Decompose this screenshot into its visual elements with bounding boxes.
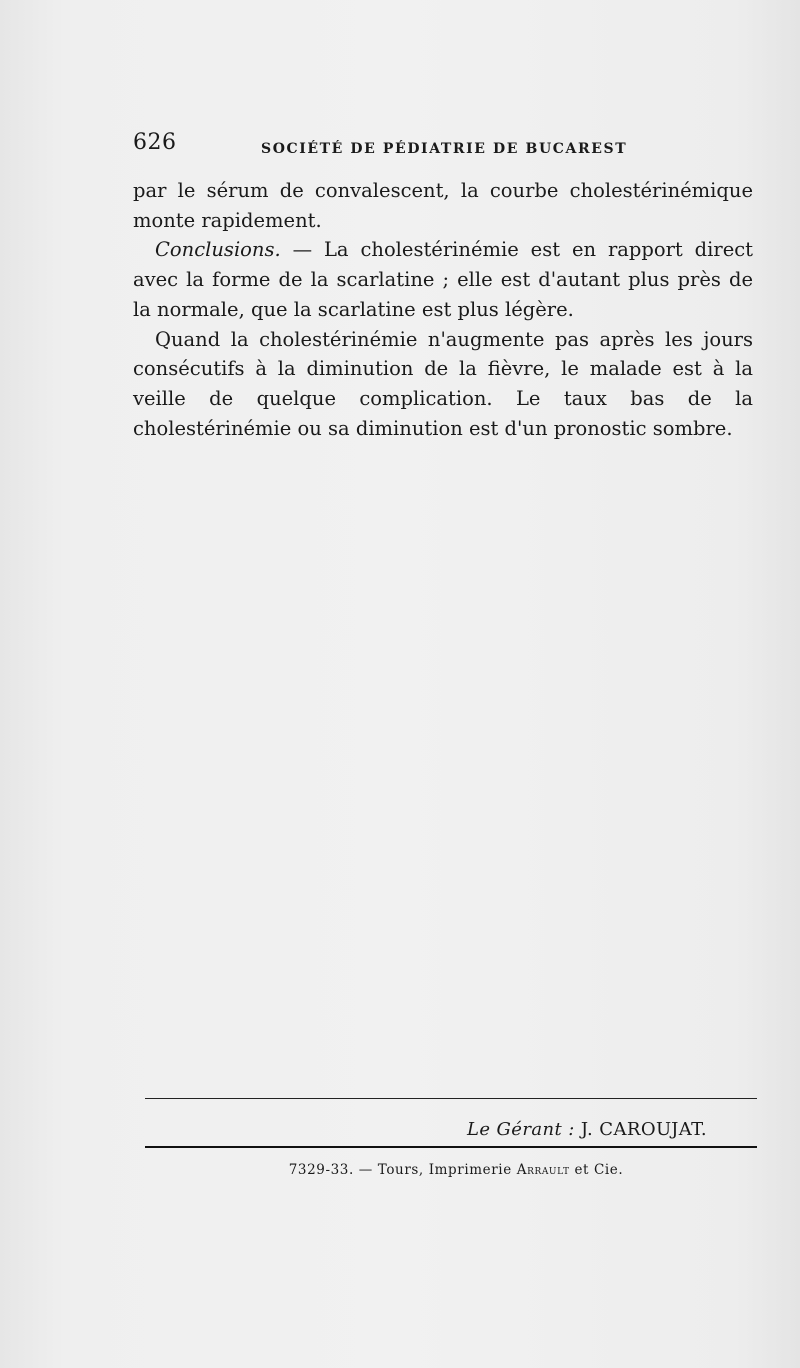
conclusions-heading: Conclusions. (155, 238, 281, 262)
paragraph-continuation (133, 176, 753, 235)
paragraph-conclusions (133, 235, 753, 324)
running-title: SOCIÉTÉ DE PÉDIATRIE DE BUCAREST (261, 141, 628, 157)
page-footer (145, 1098, 757, 1178)
gerant-label: Le Gérant : (467, 1119, 575, 1140)
gerant-name: J. CAROUJAT. (580, 1119, 707, 1140)
printer-suffix: et Cie. (569, 1162, 624, 1178)
printer-imprint (145, 1148, 757, 1178)
printer-number: 7329-33. (288, 1162, 354, 1178)
paragraph-text: par le sérum de convalescent, la courbe cholestérinémique monte rapidement. (133, 179, 753, 232)
paragraph-text: — La cholestérinémie est en rapport direct avec la forme de la scarlatine ; elle est d'autant plus près de la normale, que la scarlatine est plus légère. (133, 238, 753, 321)
printer-name: Arrault (516, 1162, 570, 1178)
page-number: 626 (133, 130, 177, 155)
gerant-line (145, 1099, 757, 1146)
printer-text: — Tours, Imprimerie (353, 1162, 517, 1178)
paragraph-text: Quand la cholestérinémie n'augmente pas après les jours consécutifs à la diminution de la fièvre, le malade est à la veille de quelque complication. Le taux bas de la cholestérinémie ou sa diminution est d'un pronostic sombre. (133, 327, 753, 440)
page-header (133, 130, 753, 160)
body-text (133, 176, 753, 443)
paragraph-prognosis (133, 325, 753, 444)
